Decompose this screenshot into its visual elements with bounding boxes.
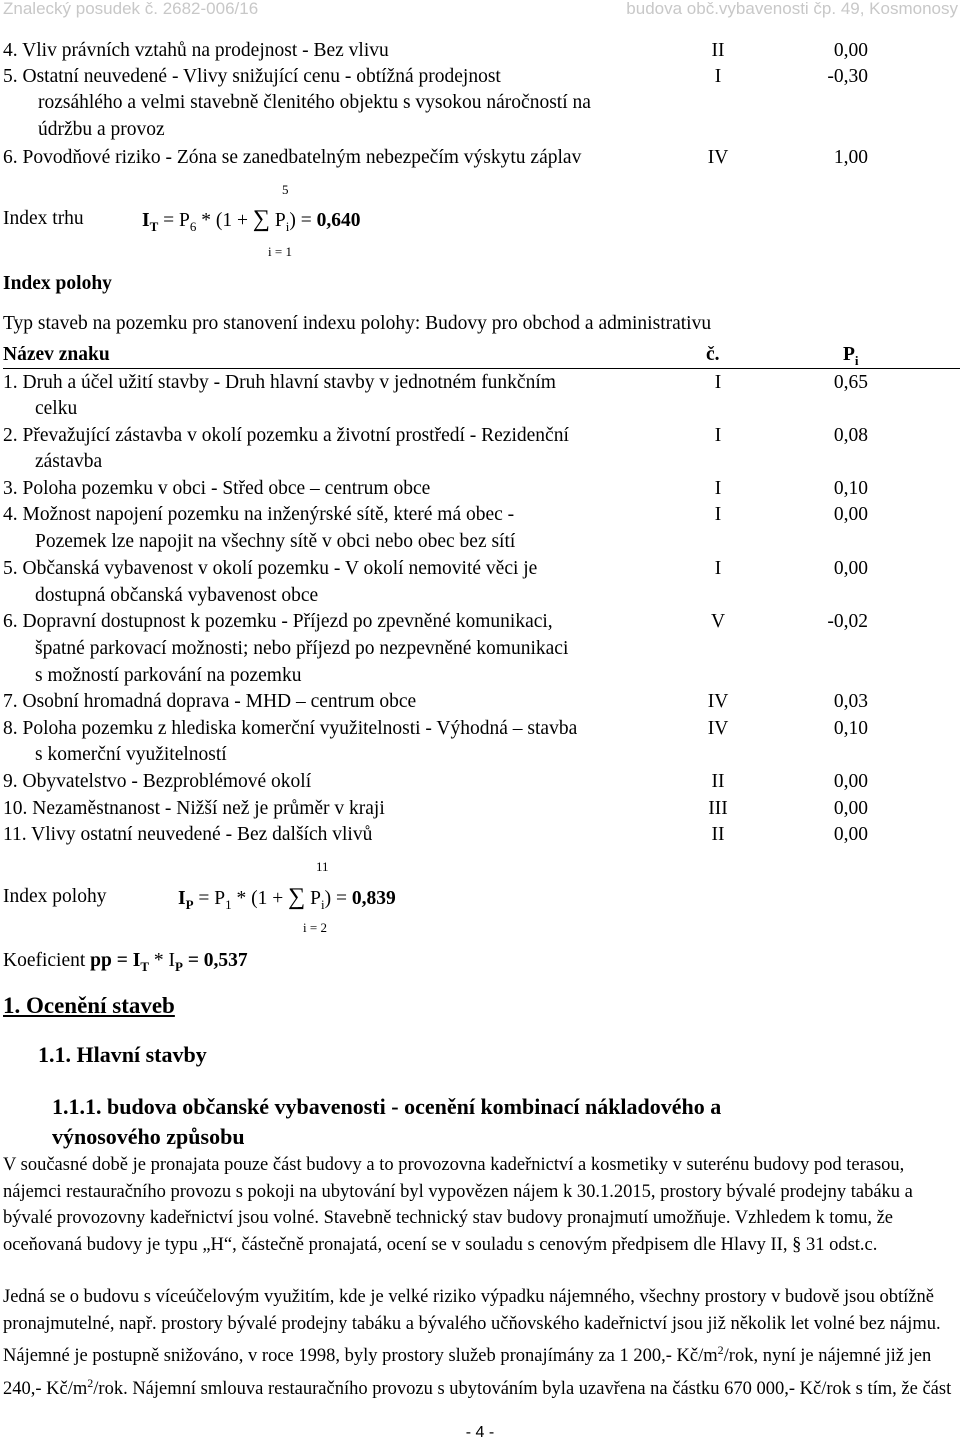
index-polohy-formula: $I_P = P_1 * (1$ + ∑ $P_i) = 0,839$: [178, 884, 396, 912]
factor-continuation: zástavba: [35, 451, 103, 472]
factor-text: 5. Ostatní neuvedené - Vlivy snižující cenu - obtížná prodejnost: [3, 66, 501, 87]
index-trhu-label: Index trhu: [3, 208, 84, 229]
col-p: $P_i$: [843, 344, 859, 368]
factor-value: 0,03: [833, 691, 868, 712]
factor-class: II: [711, 40, 725, 61]
factor-text: 8. Poloha pozemku z hlediska komerční využitelnosti - Výhodná – stavba: [3, 718, 578, 739]
section-heading-1: 1. Ocenění staveb: [3, 993, 175, 1018]
sum-upper-limit: 5: [282, 182, 289, 197]
page-number: - 4 -: [465, 1424, 495, 1441]
body-paragraph-2: Jedná se o budovu s víceúčelovým využitím, kde je velké riziko výpadku nájemného, všechny prostory v budově jsou obtížně pronajmutelné, např. prostory bývalé prodejny tabáku a bývalého učňovského kadeřnictví jsou již několik let volné bez nájmu. Nájemné je postupně snižováno, v roce 1998, byly prostory služeb pronajímány za 1 200,- $Kč/m^2$/rok, nyní je nájemné již jen 240,- $Kč/m^2$/rok. Nájemní smlouva restauračního provozu s ubytováním byla uzavřena na částku 670 000,- Kč/rok s tím, že část: [3, 1287, 952, 1399]
section-heading-1-1-1: 1.1.1. budova občanské vybavenosti - ocenění kombinací nákladového a výnosového způsobu: [52, 1094, 722, 1149]
koeficient-result: = 0,537: [187, 950, 248, 971]
factor-continuation: s komerční využitelností: [35, 744, 227, 765]
factor-class: IV: [707, 718, 729, 739]
factor-class: I: [714, 478, 722, 499]
koeficient-line: Koeficient pp = $I_T * I_P = 0,537$: [3, 950, 248, 974]
factor-class: I: [714, 558, 722, 579]
body-paragraph-1: V současné době je pronajata pouze část budovy a to provozovna kadeřnictví a kosmetiky v suterénu budovy pod terasou, nájemci restauračního provozu s pokoji na ubytování byl vypovězen nájem k 30.1.2015, prostory bývalé prodejny tabáku a bývalé provozovny kadeřnictví jsou volné. Stavebně technický stav budovy pronajmutí umožňuje. Vzhledem k tomu, že oceňovaná budovy je typu „H“, částečně pronajatá, ocení se v souladu s cenovým předpisem dle Hlavy II, § 31 odst.c.: [3, 1155, 913, 1255]
factor-text: 6. Povodňové riziko - Zóna se zanedbatelným nebezpečím výskytu záplav: [3, 147, 582, 168]
factor-text: 3. Poloha pozemku v obci - Střed obce – centrum obce: [3, 478, 431, 499]
factor-value: -0,30: [827, 66, 868, 87]
sum-lower-limit: i = 2: [303, 920, 327, 935]
factor-class: II: [711, 771, 725, 792]
factor-class: I: [714, 504, 722, 525]
header-left: Znalecký posudek č. 2682-006/16: [3, 0, 259, 18]
index-polohy-result: 0,839: [351, 888, 396, 909]
index-trhu-formula: $I_T = P_6 * (1$ + ∑ $P_i) = 0,640$: [142, 206, 361, 234]
factor-text: 10. Nezaměstnanost - Nižší než je průměr v kraji: [3, 798, 385, 819]
index-polohy-heading: Index polohy: [3, 273, 112, 294]
sum-upper-limit: 11: [316, 859, 329, 874]
factor-value: 0,08: [833, 425, 868, 446]
factor-value: -0,02: [827, 611, 868, 632]
sigma-symbol: ∑: [288, 884, 306, 910]
header-right: budova obč.vybavenosti čp. 49, Kosmonosy: [626, 0, 958, 18]
factor-class: V: [710, 611, 726, 632]
factor-value: 1,00: [833, 147, 868, 168]
factor-text: 4. Možnost napojení pozemku na inženýrské sítě, které má obec -: [3, 504, 515, 525]
factor-class: IV: [707, 147, 729, 168]
factor-value: 0,10: [833, 718, 868, 739]
factor-text: 9. Obyvatelstvo - Bezproblémové okolí: [3, 771, 312, 792]
factor-text: 1. Druh a účel užití stavby - Druh hlavní stavby v jednotném funkčním: [3, 372, 556, 393]
factor-value: 0,00: [833, 824, 868, 845]
typ-staveb: Typ staveb na pozemku pro stanovení indexu polohy: Budovy pro obchod a administrativu: [3, 313, 712, 334]
factor-value: 0,10: [833, 478, 868, 499]
sum-lower-limit: i = 1: [268, 244, 292, 259]
factor-value: 0,00: [833, 504, 868, 525]
factor-continuation: Pozemek lze napojit na všechny sítě v obci nebo obec bez sítí: [35, 531, 516, 552]
factor-text: 4. Vliv právních vztahů na prodejnost - Bez vlivu: [3, 40, 389, 61]
factor-class: I: [714, 425, 722, 446]
factor-text: 11. Vlivy ostatní neuvedené - Bez dalších vlivů: [3, 824, 373, 845]
factor-value: 0,00: [833, 40, 868, 61]
factor-class: I: [714, 372, 722, 393]
col-no: č.: [706, 344, 720, 365]
factor-text: 6. Dopravní dostupnost k pozemku - Příjezd po zpevněné komunikaci,: [3, 611, 553, 632]
index-polohy-label: Index polohy: [3, 886, 107, 907]
factor-class: III: [708, 798, 728, 819]
table-header: [3, 342, 960, 369]
col-name: Název znaku: [3, 344, 110, 365]
factor-value: 0,00: [833, 558, 868, 579]
factor-continuation: s možností parkování na pozemku: [35, 665, 302, 686]
factor-text: 7. Osobní hromadná doprava - MHD – centrum obce: [3, 691, 417, 712]
factor-value: 0,00: [833, 798, 868, 819]
factor-class: I: [714, 66, 722, 87]
section-heading-1-1: 1.1. Hlavní stavby: [38, 1042, 207, 1067]
factor-class: II: [711, 824, 725, 845]
sigma-symbol: ∑: [252, 206, 270, 232]
index-trhu-result: 0,640: [316, 210, 361, 231]
factor-value: 0,00: [833, 771, 868, 792]
factor-text: 2. Převažující zástavba v okolí pozemku a životní prostředí - Rezidenční: [3, 425, 569, 446]
factor-continuation: rozsáhlého a velmi stavebně členitého objektu s vysokou náročností na: [38, 92, 591, 113]
factor-continuation: dostupná občanská vybavenost obce: [35, 585, 319, 606]
factor-continuation: celku: [35, 398, 78, 419]
factor-value: 0,65: [833, 372, 868, 393]
factor-continuation: údržbu a provoz: [38, 119, 165, 140]
factor-text: 5. Občanská vybavenost v okolí pozemku - V okolí nemovité věci je: [3, 558, 538, 579]
factor-continuation: špatné parkovací možnosti; nebo příjezd po nezpevněné komunikaci: [35, 638, 569, 659]
factor-class: IV: [707, 691, 729, 712]
